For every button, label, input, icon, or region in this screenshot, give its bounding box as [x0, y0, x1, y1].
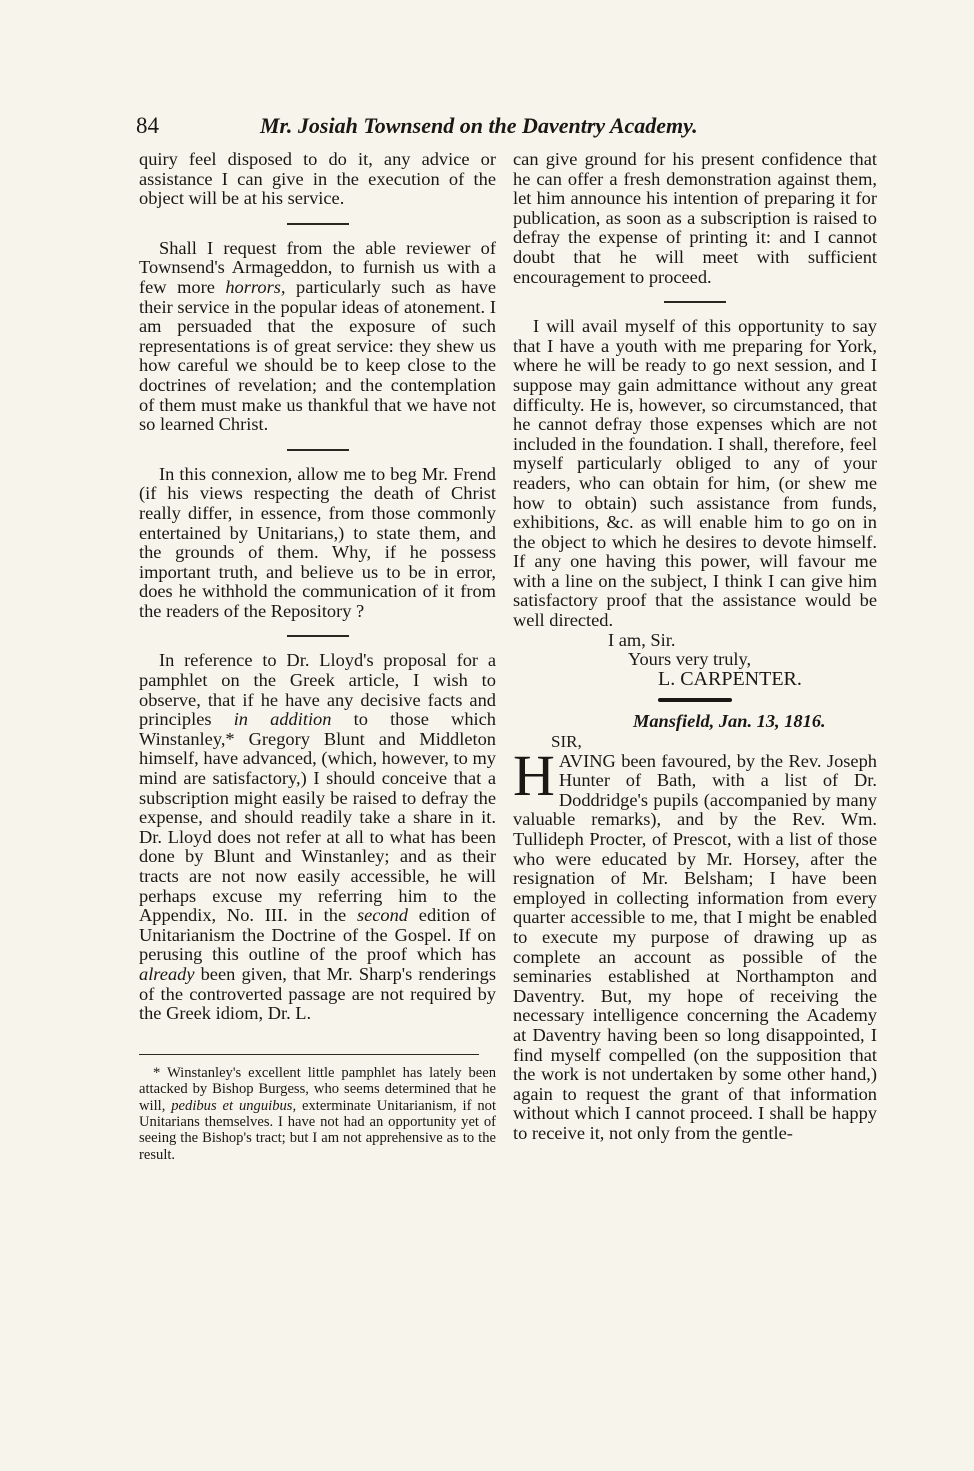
letter-divider	[658, 698, 732, 702]
paragraph-youth: I will avail myself of this opportunity to say that I have a youth with me preparing for York, where he will be ready to go next session, and I suppose may gain admittance without any great difficulty. He is, however, so circumstanced, that he cannot defray those expenses which are not included in the foundation. I shall, therefore, feel myself particularly obliged to any of your readers, who can obtain for him, (or shew me how to obtain) such assistance from funds, exhibitions, &c. as will enable him to go on in the object to which he desires to devote himself. If any one having this power, will favour me with a line on the subject, I think I can give him satisfactory proof that the assistance would be well directed.	[513, 316, 877, 631]
closing-line: Yours very truly,	[628, 649, 752, 670]
section-divider	[287, 449, 349, 451]
paragraph-lloyd: In reference to Dr. Lloyd's proposal for a pamphlet on the Greek article, I wish to observe, that if he have any decisive facts and principles in addition to those which Winstanley,* Gregory Blunt and Middleton himself, have advanced, (which, however, to my mind are satisfactory,) I should conceive that a subscription might easily be raised to defray the expense, and should readily take a share in it. Dr. Lloyd does not refer at all to what has been done by Blunt and Winstanley; and as their tracts are not now easily accessible, he will perhaps excuse my referring him to the Appendix, No. III. in the second edition of Unitarianism the Doctrine of the Gospel. If on perusing this outline of the proof which has already been given, that Mr. Sharp's renderings of the controverted passage are not required by the Greek idiom, Dr. L.	[139, 650, 497, 1024]
right-column	[513, 150, 877, 1144]
paragraph-daventry: HAVING been favoured, by the Rev. Joseph Hunter of Bath, with a list of Dr. Doddridge's pupils (accompanied by many valuable remarks), and by the Rev. Wm. Tullideph Procter, of Prescot, with a list of those who were educated by Mr. Horsey, after the resignation of Mr. Belsham; I have been employed in collecting information from every quarter accessible to me, that I might be enabled to execute my purpose of drawing up as complete an account as possible of the seminaries established at Northampton and Daventry. But, my hope of receiving the necessary intelligence concerning the Academy at Daventry having been so long disappointed, I find myself compelled (on the supposition that the work is not undertaken by some other hand,) again to request the grant of that information without which I cannot proceed. I shall be happy to receive it, not only from the gentle-	[513, 742, 877, 1143]
paragraph-continuation: can give ground for his present confidence that he can offer a fresh demonstration against them, let him announce his intention of preparing it for publication, as soon as a subscription is raised to defray the expense of printing it: and I cannot doubt that he will meet with sufficient encouragement to proceed.	[513, 149, 877, 287]
page-header	[136, 113, 856, 143]
left-column	[139, 150, 496, 1163]
closing-line: I am, Sir.	[608, 629, 676, 650]
section-divider	[664, 301, 726, 303]
page-number: 84	[136, 113, 159, 138]
running-title: Mr. Josiah Townsend on the Daventry Academy.	[260, 113, 698, 138]
section-divider	[287, 223, 349, 225]
dateline: Mansfield, Jan. 13, 1816.	[633, 711, 826, 732]
footnote-rule	[139, 1054, 479, 1055]
drop-cap: H	[513, 742, 555, 808]
paragraph-frend: In this connexion, allow me to beg Mr. Frend (if his views respecting the death of Christ really differ, in essence, from those commonly entertained by Unitarians,) to state them, and the grounds of them. Why, if he possess important truth, and believe us to be in error, does he withhold the communication of it from the readers of the Repository ?	[139, 463, 496, 621]
section-divider	[287, 635, 349, 637]
paragraph-armageddon: Shall I request from the able reviewer of Townsend's Armageddon, to furnish us with a few more horrors, particularly such as have their service in the popular ideas of atonement. I am persuaded that the exposure of such representations is of great service: they shew us how careful we should be to keep close to the doctrines of revelation; and the contemplation of them must make us thankful that we have not so learned Christ.	[139, 237, 496, 435]
paragraph-continuation: quiry feel disposed to do it, any advice or assistance I can give in the execution of the object will be at his service.	[139, 149, 496, 209]
signature-name: L. CARPENTER.	[658, 667, 802, 690]
salutation: SIR,	[551, 732, 582, 752]
footnote: * Winstanley's excellent little pamphlet has lately been attacked by Bishop Burgess, who seems determined that he will, pedibus et unguibus, exterminate Unitarianism, if not Unitarians themselves. I have not had an opportunity yet of seeing the Bishop's tract; but I am not apprehensive as to the result.	[139, 1064, 496, 1163]
